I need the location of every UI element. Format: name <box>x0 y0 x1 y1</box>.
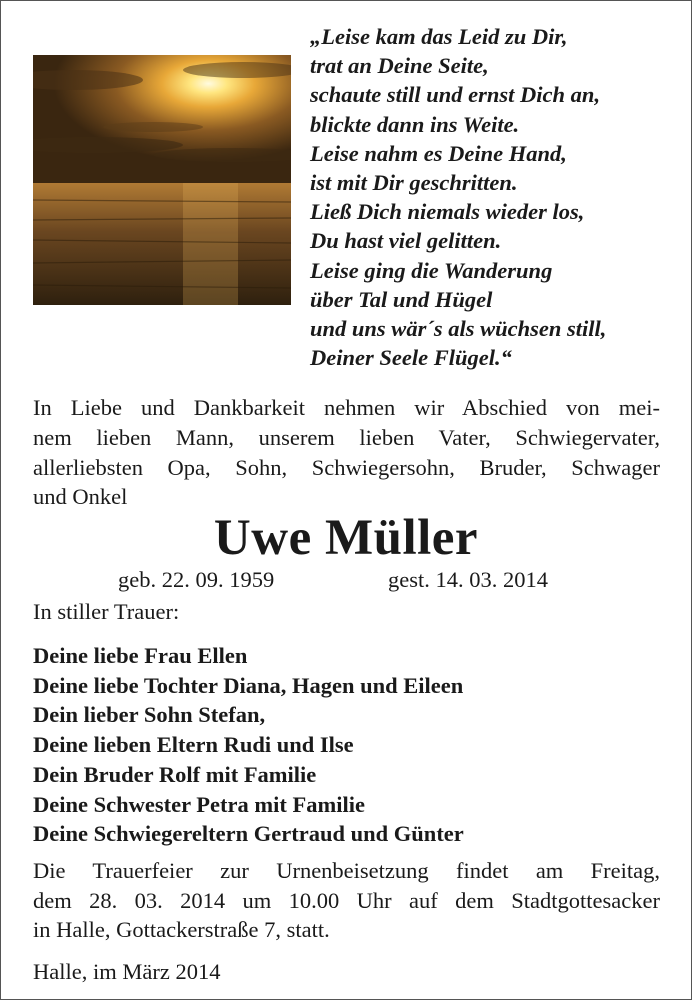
poem-line: Du hast viel gelitten. <box>310 228 502 254</box>
poem-line: „Leise kam das Leid zu Dir, <box>310 24 568 49</box>
poem-line: Leise nahm es Deine Hand, <box>310 140 567 166</box>
funeral-line: Die Trauerfeier zur Urnenbeisetzung findet am Freitag, <box>33 858 660 883</box>
funeral-line: in Halle, Gottackerstraße 7, statt. <box>33 917 330 942</box>
mourning-label: In stiller Trauer: <box>33 599 180 624</box>
intro-line: und Onkel <box>33 484 128 510</box>
family-member: Deine liebe Frau Ellen <box>33 643 248 668</box>
family-member: Deine lieben Eltern Rudi und Ilse <box>33 732 354 758</box>
sunset-over-sea-image <box>33 55 291 305</box>
deceased-name: Uwe Müller <box>213 510 479 566</box>
poem-line: Leise ging die Wanderung <box>310 257 553 283</box>
family-member: Deine Schwiegereltern Gertraud und Günter <box>33 821 464 847</box>
poem-line: blickte dann ins Weite. <box>310 111 520 137</box>
intro-line: allerliebsten Opa, Sohn, Schwiegersohn, Bruder, Schwager <box>33 454 660 480</box>
poem-line: über Tal und Hügel <box>310 286 493 312</box>
family-member: Dein Bruder Rolf mit Familie <box>33 761 317 787</box>
death-date: gest. 14. 03. 2014 <box>388 567 548 592</box>
intro-line: nem lieben Mann, unserem lieben Vater, Schwiegervater, <box>33 424 660 450</box>
family-member: Deine Schwester Petra mit Familie <box>33 791 365 817</box>
family-member: Dein lieber Sohn Stefan, <box>33 702 266 728</box>
intro-line: In Liebe und Dankbarkeit nehmen wir Abschied von mei- <box>33 395 660 420</box>
poem-line: trat an Deine Seite, <box>310 53 489 79</box>
family-list <box>33 641 464 849</box>
poem-line: und uns wär´s als wüchsen still, <box>310 316 607 342</box>
family-member: Deine liebe Tochter Diana, Hagen und Eileen <box>33 672 464 698</box>
poem-line: schaute still und ernst Dich an, <box>310 82 601 108</box>
poem-line: Deiner Seele Flügel.“ <box>310 345 512 371</box>
birth-date: geb. 22. 09. 1959 <box>118 567 275 592</box>
poem <box>310 22 680 372</box>
funeral-line: dem 28. 03. 2014 um 10.00 Uhr auf dem Stadtgottesacker <box>33 887 660 913</box>
funeral-notice <box>33 856 660 945</box>
poem-line: Ließ Dich niemals wieder los, <box>310 199 585 225</box>
place-date: Halle, im März 2014 <box>33 959 221 984</box>
intro-text <box>33 393 660 512</box>
poem-line: ist mit Dir geschritten. <box>310 170 518 196</box>
